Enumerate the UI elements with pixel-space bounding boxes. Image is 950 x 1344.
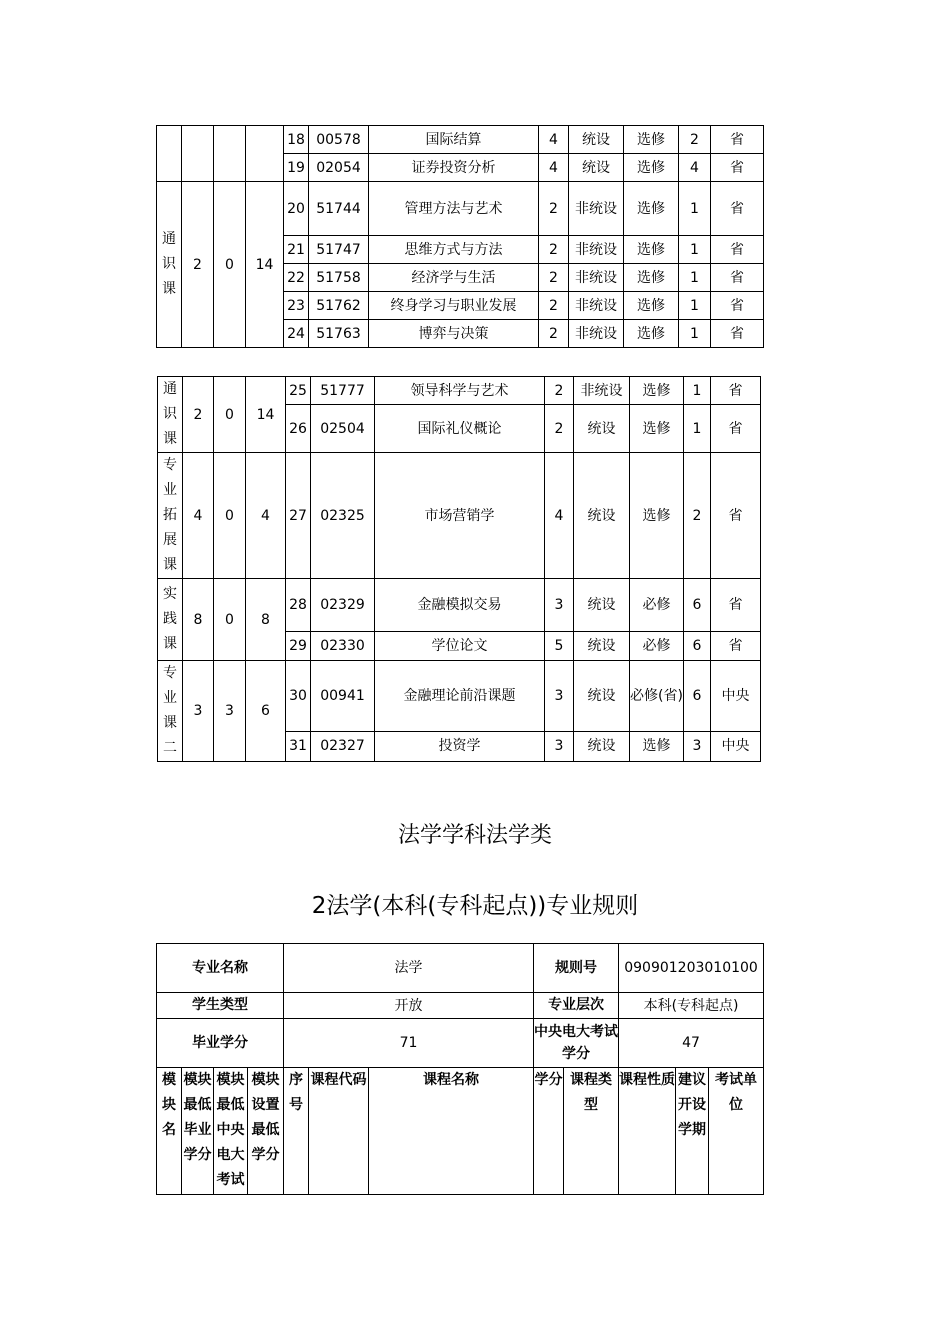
course-name: 终身学习与职业发展	[369, 292, 539, 320]
course-nature: 选修	[630, 453, 684, 579]
course-no: 29	[286, 632, 311, 661]
course-name: 博弈与决策	[369, 320, 539, 348]
course-name: 证券投资分析	[369, 154, 539, 182]
grad-credits-label: 毕业学分	[157, 1019, 284, 1068]
exam-unit: 省	[711, 292, 764, 320]
module-central-min: 0	[214, 377, 246, 453]
course-type: 非统设	[569, 182, 624, 236]
course-code: 00941	[311, 661, 375, 732]
module-set-min: 14	[246, 377, 286, 453]
course-code: 02330	[311, 632, 375, 661]
course-no: 19	[284, 154, 309, 182]
course-name: 金融模拟交易	[375, 579, 545, 632]
exam-unit: 省	[711, 154, 764, 182]
course-term: 6	[684, 632, 711, 661]
course-nature: 必修	[630, 579, 684, 632]
module-name: 实 践 课	[158, 579, 183, 661]
table-row	[158, 453, 761, 579]
course-code: 02504	[311, 405, 375, 453]
course-nature: 选修	[624, 320, 679, 348]
module-min-credits	[182, 126, 214, 182]
course-term: 1	[679, 182, 711, 236]
course-no: 20	[284, 182, 309, 236]
exam-unit: 省	[711, 377, 761, 405]
course-no: 30	[286, 661, 311, 732]
course-credit: 3	[545, 579, 574, 632]
module-central-min: 0	[214, 579, 246, 661]
module-min-credits: 4	[183, 453, 214, 579]
col-module-name: 模 块 名	[157, 1068, 182, 1195]
course-name: 学位论文	[375, 632, 545, 661]
course-credit: 4	[545, 453, 574, 579]
course-credit: 2	[539, 320, 569, 348]
course-type: 非统设	[569, 292, 624, 320]
col-exam-unit: 考试单 位	[709, 1068, 764, 1195]
col-course-nature: 课程性质	[619, 1068, 676, 1195]
course-term: 1	[679, 292, 711, 320]
course-type: 非统设	[574, 377, 630, 405]
exam-unit: 省	[711, 236, 764, 264]
level-value: 本科(专科起点)	[619, 993, 764, 1019]
col-central-min: 模块 最低 中央 电大 考试	[214, 1068, 248, 1195]
col-no: 序 号	[284, 1068, 309, 1195]
module-min-credits: 3	[183, 661, 214, 762]
course-type: 统设	[574, 632, 630, 661]
table-row	[158, 377, 761, 405]
col-set-min: 模块 设置 最低 学分	[248, 1068, 284, 1195]
course-term: 6	[684, 661, 711, 732]
course-credit: 2	[545, 377, 574, 405]
exam-unit: 省	[711, 632, 761, 661]
exam-unit: 省	[711, 182, 764, 236]
course-no: 26	[286, 405, 311, 453]
course-nature: 选修	[624, 182, 679, 236]
module-set-min: 14	[246, 182, 284, 348]
course-name: 国际结算	[369, 126, 539, 154]
module-central-min: 0	[214, 182, 246, 348]
course-name: 市场营销学	[375, 453, 545, 579]
major-name-label: 专业名称	[157, 944, 284, 993]
course-name: 金融理论前沿课题	[375, 661, 545, 732]
course-name: 经济学与生活	[369, 264, 539, 292]
student-type-value: 开放	[284, 993, 534, 1019]
course-credit: 3	[545, 731, 574, 761]
course-nature: 选修	[624, 264, 679, 292]
course-type: 统设	[574, 661, 630, 732]
course-type: 非统设	[569, 264, 624, 292]
table-row	[157, 182, 764, 236]
table-row	[158, 661, 761, 732]
module-min-credits: 2	[182, 182, 214, 348]
rule-no-value: 090901203010100	[619, 944, 764, 993]
course-credit: 3	[545, 661, 574, 732]
col-min-credits: 模块 最低 毕业 学分	[182, 1068, 214, 1195]
module-name: 专 业 拓 展 课	[158, 453, 183, 579]
course-code: 02325	[311, 453, 375, 579]
course-term: 1	[679, 264, 711, 292]
course-code: 02329	[311, 579, 375, 632]
course-credit: 2	[539, 292, 569, 320]
exam-unit: 中央	[711, 731, 761, 761]
module-central-min	[214, 126, 246, 182]
course-term: 1	[684, 405, 711, 453]
rule-title-heading: 2法学(本科(专科起点))专业规则	[311, 893, 639, 919]
course-code: 51747	[309, 236, 369, 264]
course-nature: 选修	[630, 731, 684, 761]
table-row	[157, 126, 764, 154]
course-term: 1	[679, 320, 711, 348]
col-course-type: 课程类 型	[564, 1068, 619, 1195]
exam-unit: 省	[711, 320, 764, 348]
course-type: 统设	[574, 405, 630, 453]
major-name-value: 法学	[284, 944, 534, 993]
course-name: 领导科学与艺术	[375, 377, 545, 405]
central-exam-label: 中央电大考试学分	[534, 1019, 619, 1068]
module-central-min: 3	[214, 661, 246, 762]
course-code: 00578	[309, 126, 369, 154]
grad-credits-value: 71	[284, 1019, 534, 1068]
module-min-credits: 8	[183, 579, 214, 661]
course-table-1	[156, 125, 764, 348]
course-term: 2	[684, 453, 711, 579]
course-credit: 4	[539, 154, 569, 182]
course-nature: 选修	[630, 377, 684, 405]
table-row	[158, 579, 761, 632]
module-set-min: 8	[246, 579, 286, 661]
course-type: 非统设	[569, 320, 624, 348]
category-heading: 法学学科法学类	[397, 823, 552, 848]
course-code: 51762	[309, 292, 369, 320]
course-no: 27	[286, 453, 311, 579]
course-credit: 2	[539, 236, 569, 264]
course-nature: 选修	[624, 154, 679, 182]
course-type: 统设	[574, 579, 630, 632]
exam-unit: 省	[711, 405, 761, 453]
course-code: 51763	[309, 320, 369, 348]
module-set-min	[246, 126, 284, 182]
course-type: 统设	[569, 126, 624, 154]
module-name: 通 识 课	[157, 182, 182, 348]
module-name: 通 识 课	[158, 377, 183, 453]
exam-unit: 中央	[711, 661, 761, 732]
course-credit: 2	[545, 405, 574, 453]
course-nature: 选修	[624, 292, 679, 320]
course-name: 思维方式与方法	[369, 236, 539, 264]
course-type: 非统设	[569, 236, 624, 264]
module-name	[157, 126, 182, 182]
central-exam-value: 47	[619, 1019, 764, 1068]
course-credit: 4	[539, 126, 569, 154]
module-set-min: 6	[246, 661, 286, 762]
course-table-2	[157, 376, 761, 762]
module-name: 专 业 课 二	[158, 661, 183, 762]
col-credit: 学分	[534, 1068, 564, 1195]
course-no: 23	[284, 292, 309, 320]
exam-unit: 省	[711, 453, 761, 579]
course-nature: 必修	[630, 632, 684, 661]
course-code: 51777	[311, 377, 375, 405]
course-no: 24	[284, 320, 309, 348]
course-no: 31	[286, 731, 311, 761]
course-credit: 2	[539, 264, 569, 292]
course-code: 02054	[309, 154, 369, 182]
course-term: 1	[679, 236, 711, 264]
course-term: 6	[684, 579, 711, 632]
course-code: 02327	[311, 731, 375, 761]
course-type: 统设	[574, 731, 630, 761]
course-type: 统设	[569, 154, 624, 182]
course-no: 25	[286, 377, 311, 405]
course-code: 51758	[309, 264, 369, 292]
course-credit: 2	[539, 182, 569, 236]
course-term: 2	[679, 126, 711, 154]
course-type: 统设	[574, 453, 630, 579]
course-term: 4	[679, 154, 711, 182]
course-credit: 5	[545, 632, 574, 661]
course-no: 22	[284, 264, 309, 292]
course-nature: 选修	[624, 236, 679, 264]
course-nature: 必修(省)	[630, 661, 684, 732]
course-nature: 选修	[630, 405, 684, 453]
col-course-name: 课程名称	[369, 1068, 534, 1195]
course-no: 28	[286, 579, 311, 632]
course-name: 投资学	[375, 731, 545, 761]
module-set-min: 4	[246, 453, 286, 579]
course-no: 18	[284, 126, 309, 154]
course-name: 国际礼仪概论	[375, 405, 545, 453]
level-label: 专业层次	[534, 993, 619, 1019]
course-code: 51744	[309, 182, 369, 236]
col-course-code: 课程代码	[309, 1068, 369, 1195]
student-type-label: 学生类型	[157, 993, 284, 1019]
course-no: 21	[284, 236, 309, 264]
course-term: 3	[684, 731, 711, 761]
rule-table	[156, 943, 764, 1195]
exam-unit: 省	[711, 126, 764, 154]
exam-unit: 省	[711, 264, 764, 292]
rule-no-label: 规则号	[534, 944, 619, 993]
module-min-credits: 2	[183, 377, 214, 453]
course-nature: 选修	[624, 126, 679, 154]
course-term: 1	[684, 377, 711, 405]
module-central-min: 0	[214, 453, 246, 579]
exam-unit: 省	[711, 579, 761, 632]
course-name: 管理方法与艺术	[369, 182, 539, 236]
col-term: 建议 开设 学期	[676, 1068, 709, 1195]
